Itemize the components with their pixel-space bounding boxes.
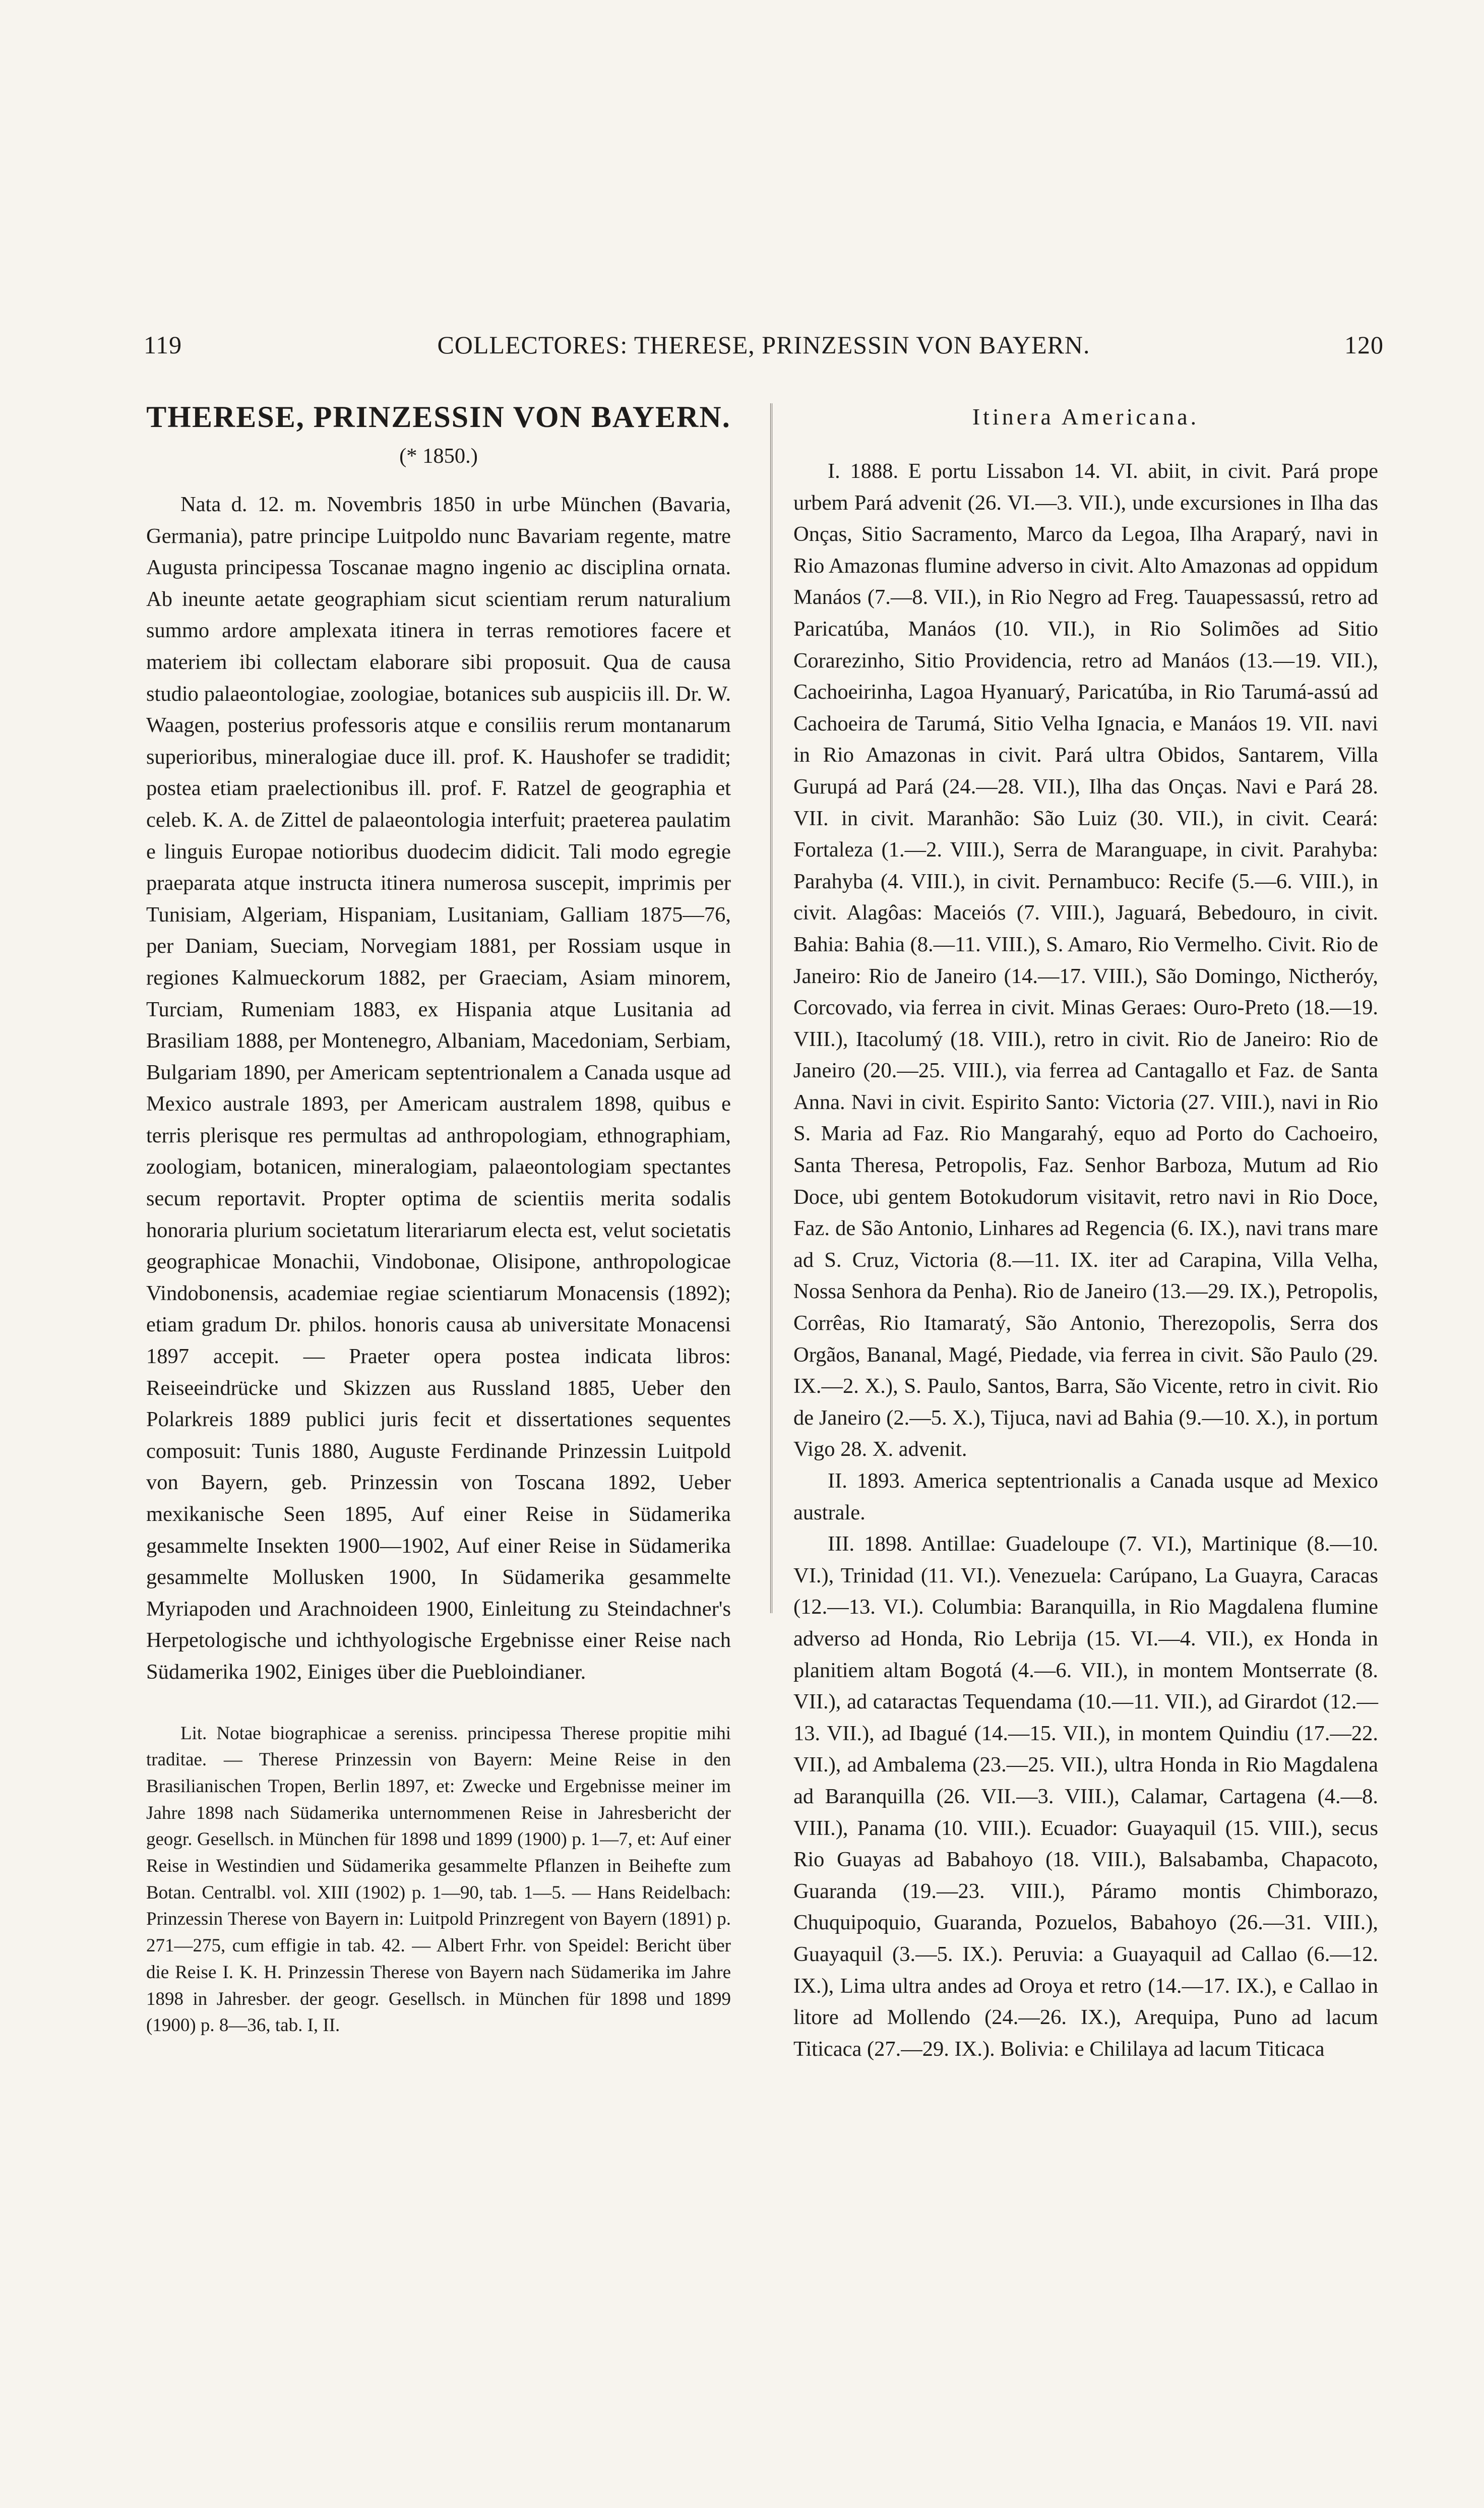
right-column xyxy=(793,398,1378,2065)
itinerary-1898: III. 1898. Antillae: Guadeloupe (7. VI.), Martinique (8.—10. VI.), Trinidad (11. VI.). Venezuela: Carúpano, La Guayra, Caracas (12.—13. VI.). Columbia: Baranquilla, in Rio Magdalena flumine adverso ad Honda, Rio Lebrija (15. VI.—4. VII.), ex Honda in planitiem altam Bogotá (4.—6. VII.), in montem Montserrate (8. VII.), ad cataractas Tequendama (10.—11. VII.), ad Girardot (12.—13. VII.), ad Ibagué (14.—15. VII.), in montem Quindiu (17.—22. VII.), ad Ambalema (23.—25. VII.), ultra Honda in Rio Magdalena ad Baranquilla (26. VII.—3. VIII.), Calamar, Cartagena (4.—8. VIII.), Panama (10. VIII.). Ecuador: Guayaquil (15. VIII.), secus Rio Guayas ad Babahoyo (18. VIII.), Balsabamba, Chapacoto, Guaranda (19.—23. VIII.), Páramo montis Chimborazo, Chuquipoquio, Guaranda, Pozuelos, Babahoyo (26.—31. VIII.), Guayaquil (3.—5. IX.). Peruvia: a Guayaquil ad Callao (6.—12. IX.), Lima ultra andes ad Oroya et retro (14.—17. IX.), e Callao in litore ad Mollendo (24.—26. IX.), Arequipa, Puno ad lacum Titicaca (27.—29. IX.). Bolivia: e Chililaya ad lacum Titicaca xyxy=(793,1532,1378,2061)
itinerary-1888: I. 1888. E portu Lissabon 14. VI. abiit, in civit. Pará prope urbem Pará advenit (26. VI.—3. VII.), unde excursiones in Ilha das Onças, Sitio Sacramento, Marco da Legoa, Ilha Araparý, navi in Rio Amazonas flumine adverso in civit. Alto Amazonas ad oppidum Manáos (7.—8. VII.), in Rio Negro ad Freg. Tauapessassú, retro ad Paricatúba, Manáos (10. VII.), in Rio Solimões ad Sitio Corarezinho, Sitio Providencia, retro ad Manáos (13.—19. VII.), Cachoeirinha, Lagoa Hyanuarý, Paricatúba, in Rio Tarumá-assú ad Cachoeira de Tarumá, Sitio Velha Ignacia, e Manáos 19. VII. navi in Rio Amazonas in civit. Pará ultra Obidos, Santarem, Villa Gurupá ad Pará (24.—28. VII.), Ilha das Onças. Navi e Pará 28. VII. in civit. Maranhão: São Luiz (30. VII.), in civit. Ceará: Fortaleza (1.—2. VIII.), Serra de Maranguape, in civit. Parahyba: Parahyba (4. VIII.), in civit. Pernambuco: Recife (5.—6. VIII.), in civit. Alagôas: Maceiós (7. VIII.), Jaguará, Bebedouro, in civit. Bahia: Bahia (8.—11. VIII.), S. Amaro, Rio Vermelho. Civit. Rio de Janeiro: Rio de Janeiro (14.—17. VIII.), São Domingo, Nictheróy, Corcovado, via ferrea in civit. Minas Geraes: Ouro-Preto (18.—19. VIII.), Itacolumý (18. VIII.), retro in civit. Rio de Janeiro: Rio de Janeiro (20.—25. VIII.), via ferrea ad Cantagallo et Faz. de Santa Anna. Navi in civit. Espirito Santo: Victoria (27. VIII.), navi in Rio S. Maria ad Faz. Rio Mangarahý, equo ad Porto do Cachoeiro, Santa Theresa, Petropolis, Faz. Senhor Barboza, Mutum ad Rio Doce, ubi gentem Botokudorum visitavit, retro navi in Rio Doce, Faz. de São Antonio, Linhares ad Regencia (6. IX.), navi trans mare ad S. Cruz, Victoria (8.—11. IX. iter ad Carapina, Villa Velha, Nossa Senhora da Penha). Rio de Janeiro (13.—29. IX.), Petropolis, Corrêas, Rio Itamaratý, São Antonio, Therezopolis, Serra dos Orgãos, Bananal, Magé, Piedade, via ferrea in civit. São Paulo (29. IX.—2. X.), S. Paulo, Santos, Barra, São Vicente, retro in civit. Rio de Janeiro (2.—5. X.), Tijuca, navi ad Bahia (9.—10. X.), in portum Vigo 28. X. advenit. xyxy=(793,459,1378,1461)
page-number-left: 119 xyxy=(144,331,182,359)
literature-paragraph: Lit. Notae biographicae a sereniss. principessa Therese propitie mihi traditae. — Therese Prinzessin von Bayern: Meine Reise in den Brasilianischen Tropen, Berlin 1897, et: Zwecke und Ergebnisse meiner im Jahre 1898 nach Südamerika unternommenen Reise in Jahresbericht der geogr. Gesellsch. in München für 1898 und 1899 (1900) p. 1—7, et: Auf einer Reise in Westindien und Südamerika gesammelte Pflanzen in Beihefte zum Botan. Centralbl. vol. XIII (1902) p. 1—90, tab. 1—5. — Hans Reidelbach: Prinzessin Therese von Bayern in: Luitpold Prinzregent von Bayern (1891) p. 271—275, cum effigie in tab. 42. — Albert Frhr. von Speidel: Bericht über die Reise I. K. H. Prinzessin Therese von Bayern nach Südamerika im Jahre 1898 in Jahresber. der geogr. Gesellsch. in München für 1898 und 1899 (1900) p. 8—36, tab. I, II. xyxy=(146,1723,731,2036)
column-divider xyxy=(770,403,772,1613)
running-title: COLLECTORES: THERESE, PRINZESSIN VON BAYERN. xyxy=(437,331,1090,359)
itinerary-1893: II. 1893. America septentrionalis a Canada usque ad Mexico australe. xyxy=(793,1469,1378,1524)
itinera-heading: Itinera Americana. xyxy=(972,404,1200,430)
page-number-right: 120 xyxy=(1344,331,1384,359)
biography-paragraph: Nata d. 12. m. Novembris 1850 in urbe München (Bavaria, Germania), patre principe Luitpoldo nunc Bavariam regente, matre Augusta principessa Toscanae magno ingenio ac disciplina ornata. Ab ineunte aetate geographiam sicut scientiam rerum naturalium summo ardore amplexata itinera in terras remotiores facere et materiem ibi collectam elaborare sibi proposuit. Qua de causa studio palaeontologiae, zoologiae, botanices sub auspiciis ill. Dr. W. Waagen, posterius professoris atque e consiliis rerum montanarum superioribus, mineralogiae duce ill. prof. K. Haushofer se tradidit; postea etiam praelectionibus ill. prof. F. Ratzel de geographia et celeb. K. A. de Zittel de palaeontologia interfuit; praeterea paulatim e linguis Europae notioribus duodecim didicit. Tali modo egregie praeparata atque instructa itinera numerosa suscepit, imprimis per Tunisiam, Algeriam, Hispaniam, Lusitaniam, Galliam 1875—76, per Daniam, Sueciam, Norvegiam 1881, per Rossiam usque in regiones Kalmueckorum 1882, per Graeciam, Asiam minorem, Turciam, Rumeniam 1883, ex Hispania atque Lusitania ad Brasiliam 1888, per Montenegro, Albaniam, Macedoniam, Serbiam, Bulgariam 1890, per Americam septentrionalem a Canada usque ad Mexico australe 1893, per Americam australem 1898, quibus e terris plerisque res permultas ad anthropologiam, ethnographiam, zoologiam, botanicen, mineralogiam, palaeontologiam spectantes secum reportavit. Propter optima de scientiis merita sodalis honoraria plurium societatum literariarum electa est, velut societatis geographicae Monachii, Vindobonae, Olisipone, anthropologicae Vindobonensis, academiae regiae scientiarum Monacensis (1892); etiam gradum Dr. philos. honoris causa ab universitate Monacensi 1897 accepit. — Praeter opera postea indicata libros: Reiseeindrücke und Skizzen aus Russland 1885, Ueber den Polarkreis 1889 publici juris fecit et dissertationes sequentes composuit: Tunis 1880, Auguste Ferdinande Prinzessin Luitpold von Bayern, geb. Prinzessin von Toscana 1892, Ueber mexikanische Seen 1895, Auf einer Reise in Südamerika gesammelte Insekten 1900—1902, Auf einer Reise in Südamerika gesammelte Mollusken 1900, In Südamerika gesammelte Myriapoden und Arachnoideen 1900, Einleitung zu Steindachner's Herpetologische und ichthyologische Ergebnisse einer Reise nach Südamerika 1902, Einiges über die Puebloindianer. xyxy=(146,493,731,1684)
birth-year: (* 1850.) xyxy=(399,444,478,468)
entry-title: THERESE, PRINZESSIN VON BAYERN. xyxy=(146,400,731,434)
literature-block xyxy=(146,1721,731,2039)
left-column xyxy=(146,398,731,2039)
running-header xyxy=(144,330,1384,376)
